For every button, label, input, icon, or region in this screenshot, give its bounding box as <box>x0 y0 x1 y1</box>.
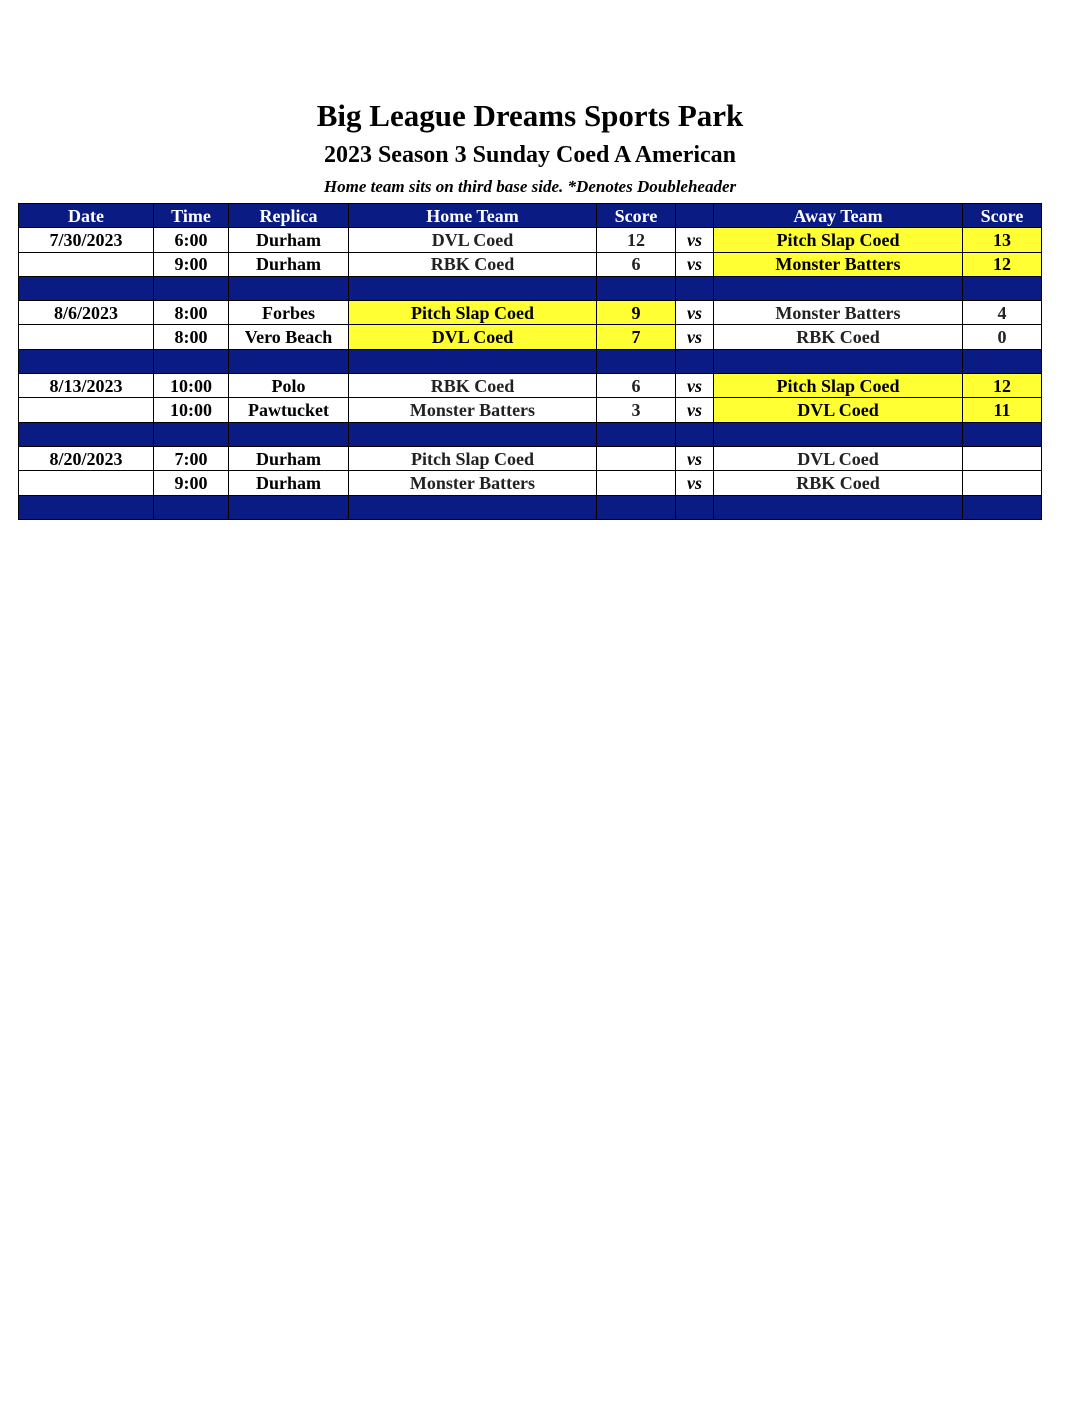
vs-cell: vs <box>676 228 714 252</box>
time-cell: 10:00 <box>154 374 229 398</box>
separator-cell <box>963 495 1042 519</box>
schedule-note: Home team sits on third base side. *Denotes Doubleheader <box>323 177 737 196</box>
home-score-cell: 6 <box>597 252 676 276</box>
vs-cell: vs <box>676 398 714 422</box>
home-score-cell: 12 <box>597 228 676 252</box>
separator-cell <box>229 495 349 519</box>
time-cell: 6:00 <box>154 228 229 252</box>
home-team-cell: Monster Batters <box>349 398 597 422</box>
away-team-cell: RBK Coed <box>714 325 963 349</box>
header-vs <box>676 204 714 228</box>
schedule-table <box>18 203 1042 520</box>
separator-cell <box>154 422 229 446</box>
vs-cell: vs <box>676 446 714 470</box>
separator-cell <box>676 276 714 300</box>
field-cell: Polo <box>229 374 349 398</box>
date-cell <box>19 398 154 422</box>
date-cell: 8/13/2023 <box>19 374 154 398</box>
week-separator-row <box>19 276 1042 300</box>
time-cell: 7:00 <box>154 446 229 470</box>
vs-cell: vs <box>676 471 714 495</box>
week-separator-row <box>19 422 1042 446</box>
separator-cell <box>229 276 349 300</box>
separator-cell <box>229 349 349 373</box>
away-score-cell: 12 <box>963 374 1042 398</box>
header-away-score: Score <box>963 204 1042 228</box>
week-separator-row <box>19 495 1042 519</box>
home-score-cell <box>597 471 676 495</box>
table-row <box>19 471 1042 495</box>
vs-cell: vs <box>676 252 714 276</box>
separator-cell <box>676 422 714 446</box>
home-score-cell: 9 <box>597 301 676 325</box>
away-team-cell: Monster Batters <box>714 301 963 325</box>
home-team-cell: Pitch Slap Coed <box>349 301 597 325</box>
home-team-cell: Pitch Slap Coed <box>349 446 597 470</box>
separator-cell <box>714 349 963 373</box>
field-cell: Durham <box>229 228 349 252</box>
away-score-cell: 4 <box>963 301 1042 325</box>
field-cell: Durham <box>229 252 349 276</box>
header-home-score: Score <box>597 204 676 228</box>
away-team-cell: DVL Coed <box>714 398 963 422</box>
away-team-cell: Monster Batters <box>714 252 963 276</box>
field-cell: Pawtucket <box>229 398 349 422</box>
field-cell: Durham <box>229 446 349 470</box>
field-cell: Vero Beach <box>229 325 349 349</box>
separator-cell <box>349 349 597 373</box>
separator-cell <box>349 276 597 300</box>
time-cell: 8:00 <box>154 325 229 349</box>
home-score-cell: 6 <box>597 374 676 398</box>
away-score-cell: 0 <box>963 325 1042 349</box>
page-title: Big League Dreams Sports Park <box>316 98 744 133</box>
away-score-cell <box>963 446 1042 470</box>
header-time: Time <box>154 204 229 228</box>
separator-cell <box>19 349 154 373</box>
table-row <box>19 252 1042 276</box>
away-team-cell: Pitch Slap Coed <box>714 374 963 398</box>
away-team-cell: DVL Coed <box>714 446 963 470</box>
table-row <box>19 228 1042 252</box>
separator-cell <box>349 422 597 446</box>
separator-cell <box>19 495 154 519</box>
date-cell <box>19 471 154 495</box>
vs-cell: vs <box>676 301 714 325</box>
week-separator-row <box>19 349 1042 373</box>
separator-cell <box>963 422 1042 446</box>
date-cell: 7/30/2023 <box>19 228 154 252</box>
separator-cell <box>597 495 676 519</box>
home-team-cell: RBK Coed <box>349 374 597 398</box>
separator-cell <box>349 495 597 519</box>
header-replica: Replica <box>229 204 349 228</box>
home-team-cell: DVL Coed <box>349 325 597 349</box>
date-cell: 8/20/2023 <box>19 446 154 470</box>
time-cell: 10:00 <box>154 398 229 422</box>
away-score-cell <box>963 471 1042 495</box>
field-cell: Durham <box>229 471 349 495</box>
separator-cell <box>963 349 1042 373</box>
separator-cell <box>714 276 963 300</box>
home-team-cell: DVL Coed <box>349 228 597 252</box>
header-date: Date <box>19 204 154 228</box>
table-row <box>19 374 1042 398</box>
header-away-team: Away Team <box>714 204 963 228</box>
separator-cell <box>714 422 963 446</box>
time-cell: 9:00 <box>154 252 229 276</box>
home-score-cell: 7 <box>597 325 676 349</box>
separator-cell <box>714 495 963 519</box>
separator-cell <box>597 276 676 300</box>
separator-cell <box>597 422 676 446</box>
time-cell: 9:00 <box>154 471 229 495</box>
separator-cell <box>154 349 229 373</box>
separator-cell <box>19 422 154 446</box>
away-score-cell: 11 <box>963 398 1042 422</box>
home-score-cell: 3 <box>597 398 676 422</box>
vs-cell: vs <box>676 374 714 398</box>
home-team-cell: RBK Coed <box>349 252 597 276</box>
away-score-cell: 13 <box>963 228 1042 252</box>
home-team-cell: Monster Batters <box>349 471 597 495</box>
separator-cell <box>19 276 154 300</box>
page-subtitle: 2023 Season 3 Sunday Coed A American <box>323 142 737 168</box>
date-cell <box>19 252 154 276</box>
table-row <box>19 398 1042 422</box>
separator-cell <box>154 495 229 519</box>
date-cell: 8/6/2023 <box>19 301 154 325</box>
separator-cell <box>676 349 714 373</box>
away-team-cell: RBK Coed <box>714 471 963 495</box>
separator-cell <box>154 276 229 300</box>
date-cell <box>19 325 154 349</box>
away-score-cell: 12 <box>963 252 1042 276</box>
separator-cell <box>963 276 1042 300</box>
away-team-cell: Pitch Slap Coed <box>714 228 963 252</box>
time-cell: 8:00 <box>154 301 229 325</box>
separator-cell <box>229 422 349 446</box>
home-score-cell <box>597 446 676 470</box>
vs-cell: vs <box>676 325 714 349</box>
table-row <box>19 301 1042 325</box>
field-cell: Forbes <box>229 301 349 325</box>
table-row <box>19 325 1042 349</box>
table-header-row <box>19 204 1042 228</box>
schedule-body <box>19 228 1042 520</box>
table-row <box>19 446 1042 470</box>
separator-cell <box>597 349 676 373</box>
header-home-team: Home Team <box>349 204 597 228</box>
separator-cell <box>676 495 714 519</box>
